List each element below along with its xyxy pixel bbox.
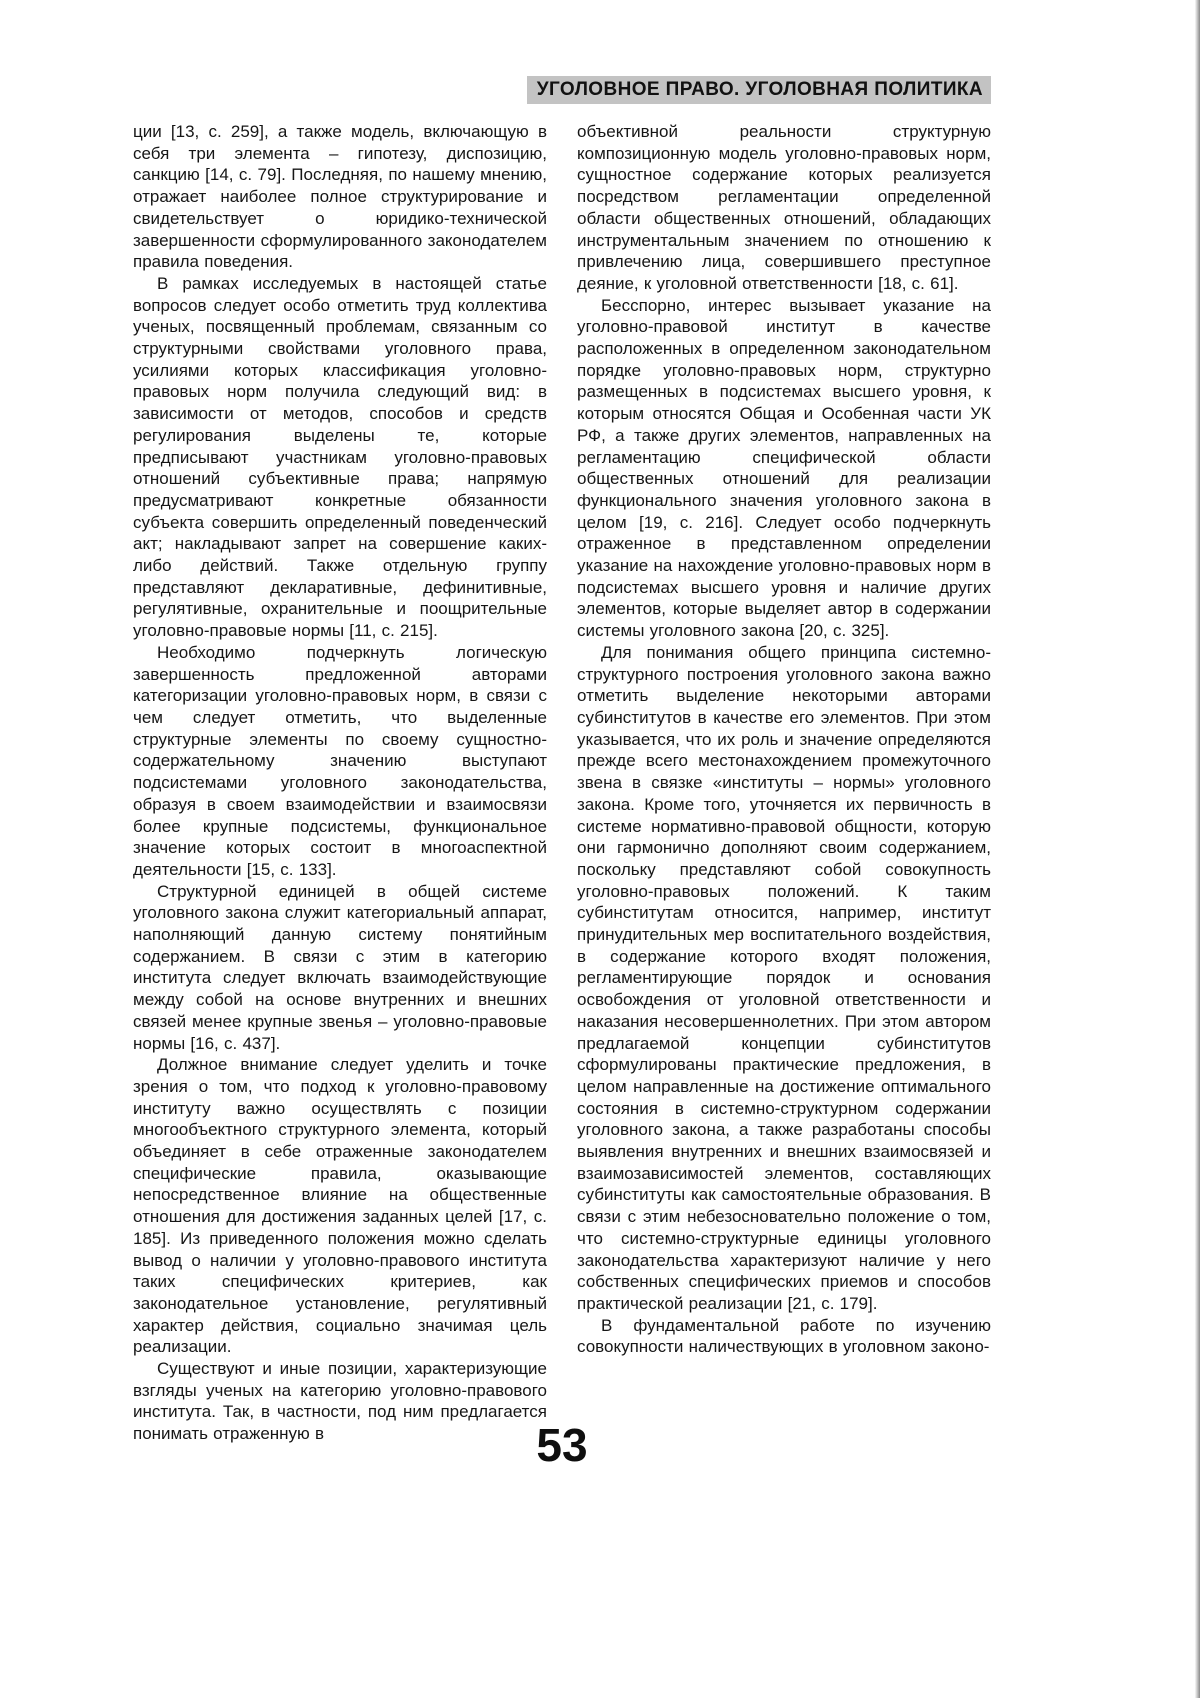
- paragraph: Необходимо подчеркнуть логическую завершенность предложенной авторами категоризации уголовно-правовых норм, в связи с чем следует отметить, что выделенные структурные элементы по своему сущностно-содержательному значению выступают подсистемами уголовного законодательства, образуя в своем взаимодействии и взаимосвязи более крупные подсистемы, функциональное значение которых состоит в многоаспектной деятельности [15, с. 133].: [133, 642, 547, 879]
- scan-edge-artifact: [1195, 0, 1200, 1698]
- paragraph: Существуют и иные позиции, характеризующие взгляды ученых на категорию уголовно-правового института. Так, в частности, под ним предлагается понимать отраженную в: [133, 1359, 547, 1444]
- paragraph: Для понимания общего принципа системно-структурного построения уголовного закона важно отметить выделение некоторыми авторами субинститутов в качестве его элементов. При этом указывается, что их роль и значение определяются прежде всего местонахождением промежуточного звена в связке «институты – нормы» уголовного закона. Кроме того, уточняется их первичность в системе нормативно-правовой общности, которую они гармонично дополняют своим содержанием, поскольку представляют собой совокупность уголовно-правовых положений. К таким субинститутам относится, например, институт принудительных мер воспитательного воздействия, в содержание которого входят положения, регламентирующие порядок и основания освобождения от уголовной ответственности и наказания несовершеннолетних. При этом автором предлагаемой концепции субинститутов сформулированы практические предложения, в целом направленные на достижение оптимального состояния в системно-структурном содержании уголовного закона, а также разработаны способы выявления внутренних и внешних взаимосвязей и взаимозависимостей элементов, составляющих субинституты как самостоятельные образования. В связи с этим небезосновательно положение о том, что системно-структурные единицы уголовного законодательства характеризуют наличие у него собственных специфических приемов и способов практической реализации [21, с. 179].: [577, 642, 991, 1313]
- page-header: [133, 76, 991, 104]
- article-body: [133, 121, 991, 1445]
- page-number: 53: [536, 1419, 588, 1471]
- section-title: УГОЛОВНОЕ ПРАВО. УГОЛОВНАЯ ПОЛИТИКА: [527, 76, 991, 104]
- right-column: [577, 121, 991, 1445]
- paragraph: Должное внимание следует уделить и точке зрения о том, что подход к уголовно-правовому институту важно осуществлять с позиции многообъектного структурного элемента, который объединяет в себе отраженные законодателем специфические правила, оказывающие непосредственное влияние на общественные отношения для достижения заданных целей [17, с. 185]. Из приведенного положения можно сделать вывод о наличии у уголовно-правового института таких специфических критериев, как законодательное установление, регулятивный характер действия, социально значимая цель реализации.: [133, 1055, 547, 1357]
- paragraph: объективной реальности структурную композиционную модель уголовно-правовых норм, сущностное содержание которых реализуется посредством регламентации определенной области общественных отношений, обладающих инструментальным значением по отношению к привлечению лица, совершившего преступное деяние, к уголовной ответственности [18, с. 61].: [577, 122, 991, 293]
- paragraph: Структурной единицей в общей системе уголовного закона служит категориальный аппарат, наполняющий данную систему понятийным содержанием. В связи с этим в категорию института следует включать взаимодействующие между собой на основе внутренних и внешних связей менее крупные звенья – уголовно-правовые нормы [16, с. 437].: [133, 881, 547, 1053]
- paragraph: В рамках исследуемых в настоящей статье вопросов следует особо отметить труд коллектива ученых, посвященный проблемам, связанным со структурными свойствами уголовного права, усилиями которых классификация уголовно-правовых норм получила следующий вид: в зависимости от методов, способов и средств регулирования выделены те, которые предписывают участникам уголовно-правовых отношений субъективные права; напрямую предусматривают конкретные обязанности субъекта совершить определенный поведенческий акт; накладывают запрет на совершение каких-либо действий. Также отдельную группу представляют декларативные, дефинитивные, регулятивные, охранительные и поощрительные уголовно-правовые нормы [11, с. 215].: [133, 273, 547, 641]
- paragraph: Бесспорно, интерес вызывает указание на уголовно-правовой институт в качестве расположенных в определенном законодательном порядке уголовно-правовых норм, структурно размещенных в подсистемах высшего уровня, к которым относятся Общая и Особенная части УК РФ, а также других элементов, направленных на регламентацию специфической области общественных отношений для реализации функционального значения уголовного закона в целом [19, с. 216]. Следует особо подчеркнуть отраженное в представленном определении указание на нахождение уголовно-правовых норм в подсистемах высшего уровня и наличие других элементов, которые выделяет автор в содержании системы уголовного закона [20, с. 325].: [577, 295, 991, 641]
- left-column: [133, 121, 547, 1445]
- paragraph: ции [13, с. 259], а также модель, включающую в себя три элемента – гипотезу, диспозицию, санкцию [14, с. 79]. Последняя, по нашему мнению, отражает наиболее полное структурирование и свидетельствует о юридико-технической завершенности сформулированного законодателем правила поведения.: [133, 122, 547, 272]
- paragraph: В фундаментальной работе по изучению совокупности наличествующих в уголовном законо-: [577, 1315, 991, 1357]
